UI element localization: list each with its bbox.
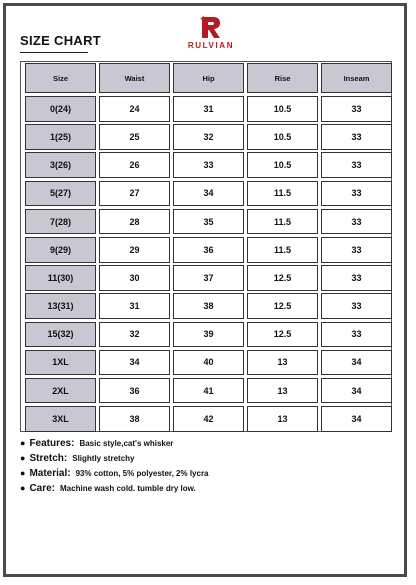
table-cell: 30	[99, 265, 170, 291]
table-cell: 11.5	[247, 237, 318, 263]
table-cell: 33	[173, 152, 244, 178]
table-cell: 38	[99, 406, 170, 432]
product-notes	[20, 438, 209, 498]
size-label-cell: 1XL	[25, 350, 96, 376]
brand-name: RULVIAN	[187, 41, 235, 50]
table-cell: 11.5	[247, 181, 318, 207]
note-label: Stretch:	[29, 453, 68, 464]
table-cell: 13	[247, 350, 318, 376]
table-cell: 27	[99, 181, 170, 207]
note-item	[20, 468, 209, 483]
table-cell: 33	[321, 293, 392, 319]
note-item	[20, 453, 209, 468]
table-cell: 33	[321, 181, 392, 207]
table-cell: 31	[173, 96, 244, 122]
note-item	[20, 438, 209, 453]
table-cell: 12.5	[247, 322, 318, 348]
table-cell: 33	[321, 265, 392, 291]
table-cell: 39	[173, 322, 244, 348]
brand-logo	[178, 14, 244, 50]
table-cell: 34	[321, 350, 392, 376]
size-label-cell: 11(30)	[25, 265, 96, 291]
table-cell: 40	[173, 350, 244, 376]
note-label: Features:	[29, 438, 75, 449]
table-cell: 12.5	[247, 265, 318, 291]
bullet-icon: ●	[20, 438, 26, 448]
note-item	[20, 483, 209, 498]
table-cell: 10.5	[247, 124, 318, 150]
size-label-cell: 9(29)	[25, 237, 96, 263]
size-label-cell: 1(25)	[25, 124, 96, 150]
table-cell: 38	[173, 293, 244, 319]
note-text: 93% cotton, 5% polyester, 2% lycra	[75, 469, 209, 478]
note-label: Material:	[29, 468, 71, 479]
page-title: SIZE CHART	[20, 33, 101, 48]
table-cell: 32	[173, 124, 244, 150]
table-cell: 34	[321, 378, 392, 404]
table-cell: 24	[99, 96, 170, 122]
table-cell: 33	[321, 237, 392, 263]
table-cell: 31	[99, 293, 170, 319]
size-label-cell: 2XL	[25, 378, 96, 404]
column-header: Rise	[247, 63, 318, 93]
table-cell: 33	[321, 152, 392, 178]
table-cell: 34	[173, 181, 244, 207]
size-label-cell: 5(27)	[25, 181, 96, 207]
column-header: Hip	[173, 63, 244, 93]
table-cell: 10.5	[247, 152, 318, 178]
size-label-cell: 15(32)	[25, 322, 96, 348]
note-text: Basic style,cat's whisker	[79, 439, 174, 448]
table-cell: 34	[321, 406, 392, 432]
table-cell: 25	[99, 124, 170, 150]
column-header: Waist	[99, 63, 170, 93]
table-cell: 42	[173, 406, 244, 432]
table-cell: 10.5	[247, 96, 318, 122]
note-text: Slightly stretchy	[72, 454, 135, 463]
table-cell: 41	[173, 378, 244, 404]
table-cell: 13	[247, 406, 318, 432]
table-cell: 36	[173, 237, 244, 263]
size-label-cell: 0(24)	[25, 96, 96, 122]
table-cell: 36	[99, 378, 170, 404]
note-label: Care:	[29, 483, 56, 494]
table-cell: 33	[321, 96, 392, 122]
title-underline	[20, 52, 88, 53]
note-text: Machine wash cold. tumble dry low.	[60, 484, 196, 493]
bullet-icon: ●	[20, 483, 26, 493]
table-cell: 35	[173, 209, 244, 235]
table-cell: 33	[321, 209, 392, 235]
size-label-cell: 3XL	[25, 406, 96, 432]
table-cell: 11.5	[247, 209, 318, 235]
table-cell: 12.5	[247, 293, 318, 319]
size-table	[25, 63, 392, 434]
bullet-icon: ●	[20, 453, 26, 463]
table-cell: 33	[321, 322, 392, 348]
table-cell: 32	[99, 322, 170, 348]
table-cell: 28	[99, 209, 170, 235]
table-cell: 26	[99, 152, 170, 178]
bullet-icon: ●	[20, 468, 26, 478]
table-cell: 13	[247, 378, 318, 404]
size-label-cell: 13(31)	[25, 293, 96, 319]
column-header: Inseam	[321, 63, 392, 93]
rulvian-r-logo-icon	[198, 14, 224, 40]
size-label-cell: 7(28)	[25, 209, 96, 235]
table-cell: 37	[173, 265, 244, 291]
table-cell: 34	[99, 350, 170, 376]
size-label-cell: 3(26)	[25, 152, 96, 178]
table-cell: 29	[99, 237, 170, 263]
table-cell: 33	[321, 124, 392, 150]
column-header: Size	[25, 63, 96, 93]
